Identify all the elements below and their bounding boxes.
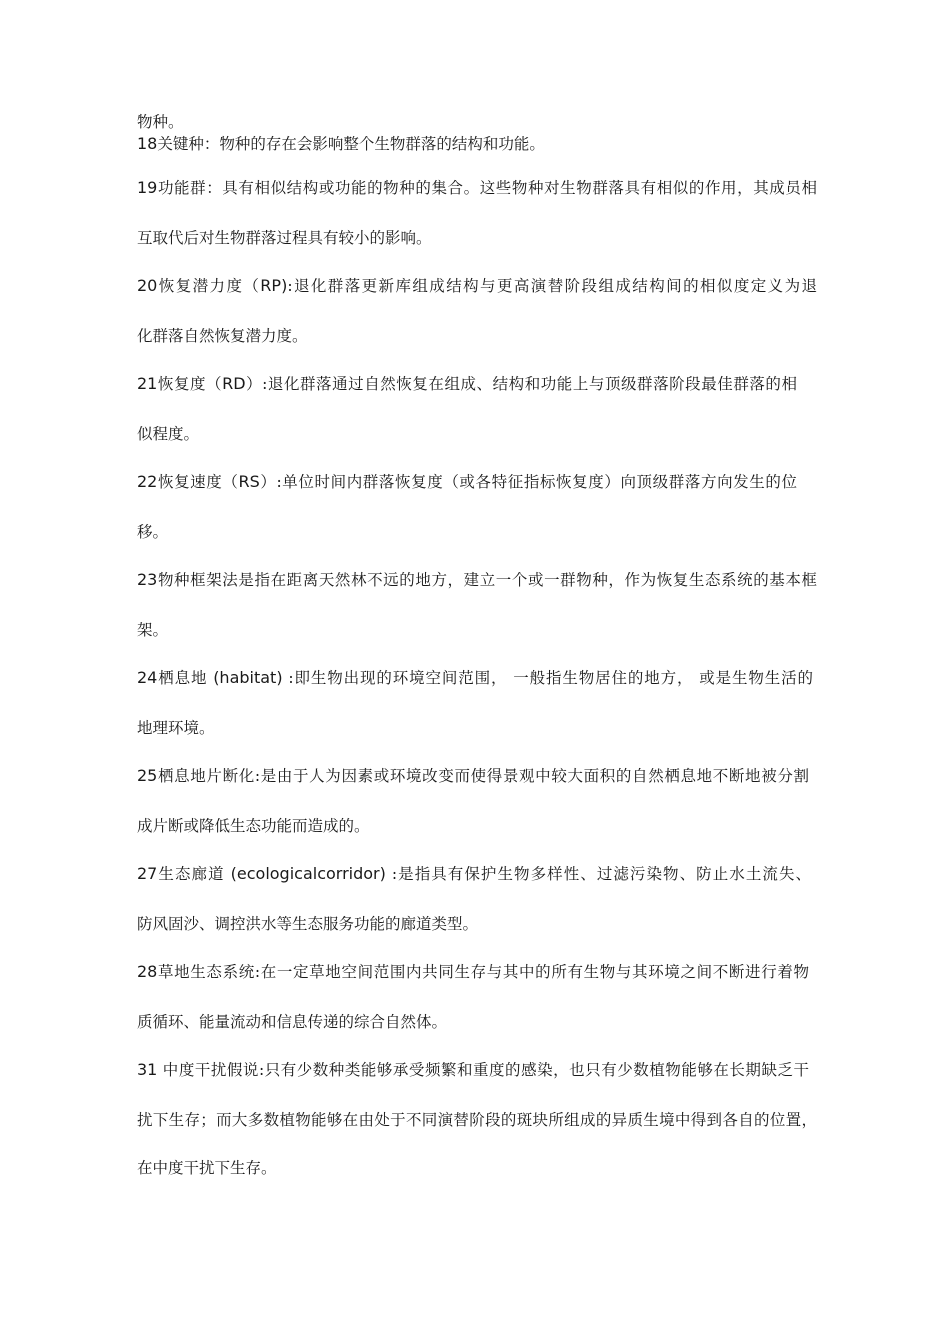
definition-25: 25栖息地片断化:是由于人为因素或环境改变而使得景观中较大面积的自然栖息地不断地被分割 (137, 766, 809, 785)
definition-28: 28草地生态系统:在一定草地空间范围内共同生存与其中的所有生物与其环境之间不断进行着物 (137, 962, 809, 981)
text-line: 在中度干扰下生存。 (137, 1159, 277, 1177)
definition-23: 23物种框架法是指在距离天然林不远的地方，建立一个或一群物种，作为恢复生态系统的基本框 (137, 570, 817, 589)
text-line: 化群落自然恢复潜力度。 (137, 327, 308, 345)
definition-27: 27生态廊道 (ecologicalcorridor) :是指具有保护生物多样性、过滤污染物、防止水土流失、 (137, 864, 811, 883)
text-line: 架。 (137, 621, 169, 639)
text-line: 地理环境。 (137, 719, 215, 737)
definition-22: 22恢复速度（RS）:单位时间内群落恢复度（或各特征指标恢复度）向顶级群落方向发生的位 (137, 472, 797, 491)
text-line: 物种。 (137, 113, 184, 131)
text-line: 扰下生存；而大多数植物能够在由处于不同演替阶段的斑块所组成的异质生境中得到各自的位置， (137, 1111, 817, 1129)
text-line: 移。 (137, 523, 169, 541)
text-line: 成片断或降低生态功能而造成的。 (137, 817, 370, 835)
text-line: 似程度。 (137, 425, 200, 443)
definition-21: 21恢复度（RD）:退化群落通过自然恢复在组成、结构和功能上与顶级群落阶段最佳群落的相 (137, 374, 797, 393)
definition-20: 20恢复潜力度（RP):退化群落更新库组成结构与更高演替阶段组成结构间的相似度定义为退 (137, 276, 817, 295)
text-line: 防风固沙、调控洪水等生态服务功能的廊道类型。 (137, 915, 479, 933)
definition-24: 24栖息地 (habitat) :即生物出现的环境空间范围， 一般指生物居住的地方， 或是生物生活的 (137, 668, 813, 687)
definition-19: 19功能群：具有相似结构或功能的物种的集合。这些物种对生物群落具有相似的作用，其成员相 (137, 178, 817, 197)
text-line: 互取代后对生物群落过程具有较小的影响。 (137, 229, 432, 247)
definition-31: 31 中度干扰假说:只有少数种类能够承受频繁和重度的感染，也只有少数植物能够在长期缺乏干 (137, 1060, 809, 1079)
text-line: 质循环、能量流动和信息传递的综合自然体。 (137, 1013, 448, 1031)
definition-18: 18关键种：物种的存在会影响整个生物群落的结构和功能。 (137, 134, 545, 153)
